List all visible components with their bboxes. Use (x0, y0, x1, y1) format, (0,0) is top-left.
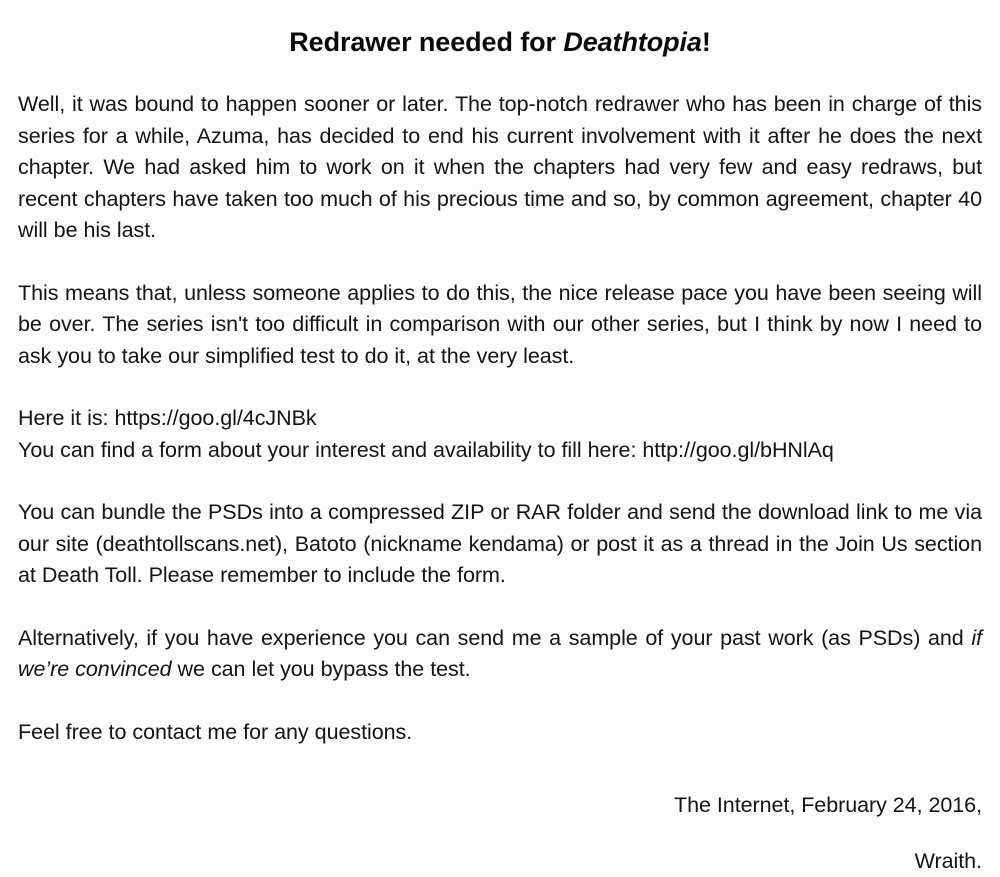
paragraph-spacer (18, 372, 982, 403)
paragraph-intro: Well, it was bound to happen sooner or later. The top-notch redrawer who has been in charge of this series for a while, Azuma, has decided to end his current involvement with it after he does the next chapter. We had asked him to work on it when the chapters had very few and easy redraws, but recent chapters have taken too much of his precious time and so, by common agreement, chapter 40 will be his last. (18, 92, 982, 243)
alternative-text-after: we can let you bypass the test. (171, 657, 471, 682)
page-title-suffix: ! (701, 27, 711, 57)
paragraph-spacer (18, 247, 982, 278)
paragraph-contact: Feel free to contact me for any questions. (18, 719, 413, 744)
paragraph-consequences: This means that, unless someone applies to do this, the nice release pace you have been seeing will be over. The series isn't too difficult in comparison with our other series, but I think by now I need to ask you to take our simplified test to do it, at the very least. (18, 280, 982, 368)
paragraph-spacer (18, 592, 982, 623)
paragraph-spacer (18, 466, 982, 497)
paragraph-test-link: Here it is: https://goo.gl/4cJNBk (18, 406, 317, 431)
page-title (18, 26, 982, 58)
signature-inner-spacer (18, 822, 982, 846)
paragraph-spacer (18, 686, 982, 717)
page-title-prefix: Redrawer needed for (289, 27, 564, 57)
signature-author: Wraith. (914, 848, 982, 873)
signature-spacer (18, 748, 982, 790)
paragraph-alternative (18, 623, 982, 686)
document-body (18, 89, 982, 748)
signature-block (18, 790, 982, 877)
alternative-emphasis: if we’re convinced (18, 625, 982, 682)
title-body-spacer (18, 58, 982, 89)
alternative-text-before: Alternatively, if you have experience you can send me a sample of your past work (as PSDs) and (18, 625, 972, 650)
page-title-work: Deathtopia (563, 27, 702, 57)
paragraph-form-link: You can find a form about your interest and availability to fill here: http://goo.gl/bHNlAq (18, 437, 834, 462)
paragraph-submission: You can bundle the PSDs into a compressed ZIP or RAR folder and send the download link to me via our site (deathtollscans.net), Batoto (nickname kendama) or post it as a thread in the Join Us section at Death Toll. Please remember to include the form. (18, 500, 982, 588)
signature-place-date: The Internet, February 24, 2016, (674, 793, 982, 818)
